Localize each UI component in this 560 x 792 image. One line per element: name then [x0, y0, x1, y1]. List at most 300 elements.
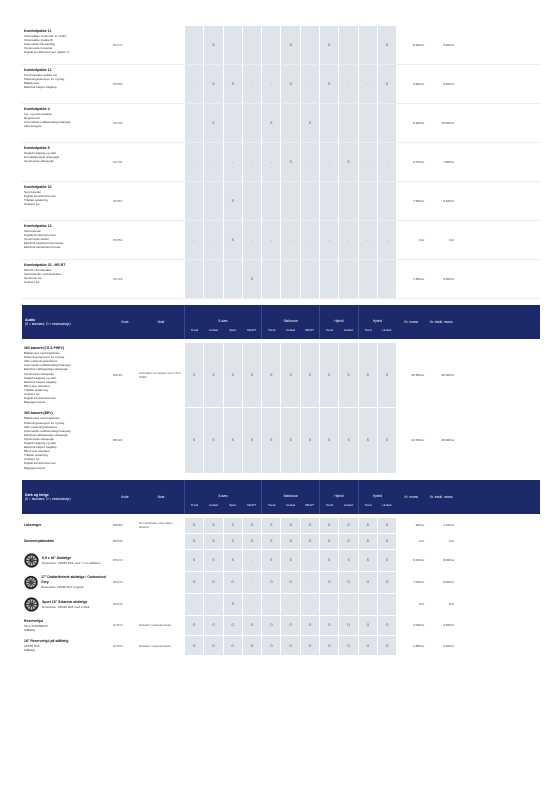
- item-title: 360 kamera (BEV): [24, 411, 53, 416]
- availability-cell: S: [280, 26, 299, 64]
- item-line: Vinterpakke (svarende til +22kr): [24, 34, 67, 39]
- item-description: [22, 260, 112, 298]
- wheel-icon: [24, 553, 39, 568]
- item-line: Elektrisk betjent bagklap: [24, 445, 57, 450]
- wheels-header-sub: (S = standard, O = ekstraudstyr): [25, 496, 71, 501]
- item-line: Digitalt kombiinstrument (pakke 7): [24, 50, 70, 55]
- availability-cell: O: [280, 636, 299, 655]
- item-note: [138, 104, 184, 142]
- item-code: D7DV4: [113, 643, 123, 648]
- availability-cell: S: [203, 408, 222, 472]
- availability-cell: S: [242, 260, 261, 298]
- item-code: B8CZ4: [113, 438, 123, 443]
- item-line: Nøglefri adgang og start: [24, 375, 57, 380]
- price-incl: 0 kr: [419, 539, 425, 544]
- header-subcolumn: Limited: [343, 328, 353, 332]
- table-row: [22, 534, 540, 550]
- availability-cell: O: [338, 636, 357, 655]
- availability-cell: [280, 182, 299, 220]
- availability-cell: O: [280, 572, 299, 593]
- item-line: Bakkamera med trajektorie: [24, 416, 60, 421]
- item-description: [22, 572, 112, 593]
- header-group: [261, 480, 319, 514]
- price-excl: 9 400 kr: [443, 199, 455, 203]
- item-line: Elektrisk indklappelige sidespejle: [24, 432, 68, 437]
- availability-cell: S: [338, 343, 357, 407]
- header-subcolumn: Limited: [343, 502, 353, 507]
- availability-cell: S: [242, 518, 261, 533]
- availability-cell: [223, 104, 242, 142]
- item-note: Erstatter reparationssæt: [139, 643, 172, 648]
- item-line: Elektrisk justerbart førersæde: [24, 241, 64, 246]
- availability-cell: S: [377, 65, 396, 103]
- header-subcolumn: Trend: [364, 328, 372, 332]
- item-line: Opvarmede forsæder: [24, 46, 53, 51]
- item-text: [41, 575, 110, 588]
- price-incl: 1 800 kr: [413, 643, 425, 648]
- availability-cell: -: [319, 221, 338, 259]
- availability-cell: [261, 594, 280, 615]
- item-description: [22, 343, 112, 407]
- item-line: El-indklappelige sidespejle: [24, 155, 60, 160]
- item-title: Komfortpakke 12: [24, 68, 52, 72]
- item-title: Komfortpakke 10: [24, 185, 52, 189]
- table-row: [22, 594, 540, 616]
- item-line: Bakkamera: [24, 81, 40, 86]
- header-group-title: Hybrid: [372, 319, 383, 323]
- item-title: Komfortpakke 4: [24, 107, 50, 111]
- header-group: [319, 480, 358, 514]
- header-subcolumn: Trend: [364, 502, 372, 507]
- header-group-title: Stationcar: [283, 319, 298, 323]
- availability-cell: [280, 260, 299, 298]
- availability-cell: S: [223, 408, 242, 472]
- availability-cell: [319, 182, 338, 220]
- item-line: Digitalt kombiinstrument: [24, 233, 57, 238]
- item-description: [22, 26, 112, 64]
- item-line: Sportssæder: [24, 190, 42, 195]
- price-incl: 7 000 kr: [413, 580, 425, 585]
- item-title: Komfortpakke 11: [24, 29, 52, 33]
- item-line: Ambient lys: [24, 202, 40, 207]
- availability-cell: -: [358, 221, 377, 259]
- availability-cell: [203, 594, 222, 615]
- item-description: [22, 104, 112, 142]
- packages-section: [22, 26, 540, 299]
- availability-cell: S: [377, 408, 396, 472]
- item-description: [22, 594, 112, 615]
- availability-cell: O: [261, 636, 280, 655]
- item-description: [22, 518, 112, 533]
- availability-cell: O: [377, 616, 396, 635]
- availability-cell: S: [358, 518, 377, 533]
- availability-cell: S: [203, 518, 222, 533]
- availability-cell: S: [280, 408, 299, 472]
- item-text: [42, 556, 100, 565]
- item-title: Komfortpakke 13: [24, 224, 52, 228]
- item-description: [22, 534, 112, 549]
- availability-cell: -: [261, 143, 280, 181]
- availability-cell: S: [280, 550, 299, 571]
- item-note: [138, 26, 184, 64]
- header-group-title: Hybrid: [334, 493, 344, 498]
- header-group-title: 5-dørs: [218, 493, 228, 498]
- price-incl: 8 600 kr: [413, 82, 425, 86]
- item-line: Elektrisk betjent bagklap: [24, 379, 57, 384]
- availability-cell: S: [319, 408, 338, 472]
- header-subcolumns: [262, 323, 319, 337]
- availability-cell: S: [300, 408, 319, 472]
- item-line: Parkeringssensorer for og bag: [24, 355, 65, 360]
- item-line: Stålfælg: [24, 648, 36, 653]
- price-excl: 7 900 kr: [443, 160, 455, 164]
- availability-cell: S: [377, 518, 396, 533]
- availability-cell: S: [223, 518, 242, 533]
- availability-cell: -: [242, 572, 261, 593]
- item-line: Blind spot assistent: [24, 383, 50, 388]
- availability-cell: [338, 104, 357, 142]
- availability-cell: S: [377, 550, 396, 571]
- availability-cell: O: [377, 572, 396, 593]
- availability-cell: O: [261, 616, 280, 635]
- wheel-icon: [24, 575, 38, 590]
- availability-cell: -: [358, 65, 377, 103]
- availability-cell: [242, 26, 261, 64]
- item-title: Komfortpakke 5: [24, 146, 50, 150]
- item-text: [24, 411, 110, 469]
- header-subcolumn: Trend: [325, 328, 334, 332]
- availability-cell: O: [300, 616, 319, 635]
- availability-cell: S: [261, 518, 280, 533]
- availability-cell: [223, 260, 242, 298]
- availability-cell: S: [184, 343, 203, 407]
- header-group-title: Stationcar: [283, 493, 298, 498]
- availability-cell: [358, 182, 377, 220]
- availability-cell: S: [223, 221, 242, 259]
- item-line: Opvarmede sidespejle: [24, 371, 54, 376]
- availability-cell: -: [300, 550, 319, 571]
- header-group-title: Hybrid: [334, 319, 344, 323]
- item-text: [24, 639, 68, 652]
- header-group-title: 5-dørs: [218, 319, 228, 323]
- header-subcolumn: Limited: [382, 328, 392, 332]
- table-row: [22, 65, 540, 104]
- availability-cell: -: [242, 550, 261, 571]
- item-note: [138, 572, 184, 593]
- item-code: PA7BG: [113, 82, 123, 86]
- item-line: Blind spot assistent: [24, 449, 50, 454]
- availability-cell: S: [358, 343, 377, 407]
- audio-header: [22, 305, 540, 339]
- price-excl: 9 900 kr: [443, 82, 455, 86]
- item-title: Komfortpakke 23 - MS-RT: [24, 263, 66, 267]
- item-code: D5CV4: [113, 580, 123, 585]
- availability-cell: S: [223, 594, 242, 615]
- availability-cell: [300, 26, 319, 64]
- availability-cell: S: [300, 104, 319, 142]
- availability-cell: [319, 104, 338, 142]
- header-group: [261, 305, 319, 339]
- availability-cell: S: [319, 65, 338, 103]
- item-line: Elektrisk betjent bagklap: [24, 85, 57, 90]
- item-note: Anbefales at vælges med CS & PHEV: [139, 371, 181, 380]
- header-subcolumn: Limited: [286, 502, 296, 507]
- item-title: 360 kamera (CS & PHEV): [24, 346, 64, 350]
- price-incl: 8 700 kr: [413, 160, 425, 164]
- availability-cell: -: [300, 572, 319, 593]
- header-subcolumns: [185, 323, 261, 337]
- header-subcolumn: Limited: [382, 502, 392, 507]
- item-note: Der anbefales vinterdæk i tilbehør: [139, 521, 174, 530]
- item-line: Digitalt kombiinstrument: [24, 461, 57, 466]
- availability-cell: -: [242, 143, 261, 181]
- item-note: [138, 594, 184, 615]
- item-line: 16x4 T125/80R16: [24, 623, 48, 628]
- table-row: [22, 143, 540, 182]
- item-code: B8TKB: [113, 539, 123, 544]
- availability-cell: S: [338, 408, 357, 472]
- price-incl: 24 500 kr: [411, 438, 425, 443]
- availability-cell: S: [338, 143, 357, 181]
- availability-cell: S: [319, 343, 338, 407]
- header-subcolumns: [359, 498, 397, 512]
- audio-section: [22, 343, 540, 474]
- header-subcolumn: MS-RT: [247, 328, 257, 332]
- header-subcolumn: Limited: [209, 502, 219, 507]
- item-code: D7DV4: [113, 623, 123, 628]
- availability-cell: -: [377, 143, 396, 181]
- item-line: Bagagerumsnet: [24, 400, 46, 405]
- availability-cell: S: [242, 408, 261, 472]
- price-excl: 2 200 kr: [443, 643, 455, 648]
- header-subcolumn: Trend: [268, 502, 276, 507]
- price-incl: 6 000 kr: [413, 558, 425, 563]
- availability-cell: -: [300, 65, 319, 103]
- item-line: Vinterpakke (pakke 8): [24, 38, 54, 43]
- item-code: PA7AK: [113, 160, 123, 164]
- availability-cell: O: [223, 572, 242, 593]
- availability-cell: S: [184, 534, 203, 549]
- header-group: [184, 480, 261, 514]
- availability-cell: -: [319, 143, 338, 181]
- table-row: [22, 636, 540, 656]
- table-row: [22, 616, 540, 636]
- item-code: PA7C4: [113, 43, 123, 47]
- availability-cell: S: [184, 550, 203, 571]
- item-line: Sportssæder: [24, 229, 42, 234]
- availability-cell: O: [223, 636, 242, 655]
- item-description: [22, 616, 112, 635]
- item-code: D5CV5: [113, 602, 123, 607]
- price-incl: 0 kr: [419, 238, 425, 242]
- item-line: Elektrisk sædehukommelse: [24, 245, 61, 250]
- price-incl: 7 800 kr: [413, 277, 425, 281]
- item-note: [138, 65, 184, 103]
- availability-cell: S: [358, 408, 377, 472]
- price-excl: 2 500 kr: [443, 623, 455, 628]
- price-incl: 2 000 kr: [413, 623, 425, 628]
- availability-cell: [242, 182, 261, 220]
- price-excl: 3 300 kr: [443, 277, 455, 281]
- availability-cell: [184, 104, 203, 142]
- header-subcolumn: MS-RT: [247, 502, 257, 507]
- availability-cell: S: [280, 65, 299, 103]
- availability-cell: [300, 260, 319, 298]
- item-text: [24, 619, 48, 632]
- availability-cell: [338, 182, 357, 220]
- availability-cell: S: [338, 534, 357, 549]
- availability-cell: S: [280, 343, 299, 407]
- item-note: [138, 534, 184, 549]
- item-line: Komfortpakke (pakke 11): [24, 73, 58, 78]
- table-row: [22, 550, 540, 572]
- header-subcolumns: [320, 323, 358, 337]
- item-code: B8RB0: [113, 523, 123, 528]
- item-title: 16" Reservehjul på stålfælg: [24, 638, 69, 643]
- availability-cell: O: [338, 572, 357, 593]
- availability-cell: [377, 260, 396, 298]
- availability-cell: O: [203, 636, 222, 655]
- item-line: Aktiv parkeringsassistent: [24, 359, 58, 364]
- header-price-excl: Kr. ekskl. moms: [430, 494, 453, 499]
- availability-cell: [261, 260, 280, 298]
- price-incl: 25 500 kr: [411, 373, 425, 378]
- header-code: Kode: [121, 320, 129, 324]
- item-title: Reservehjul: [24, 618, 44, 623]
- availability-cell: O: [358, 572, 377, 593]
- availability-cell: S: [203, 104, 222, 142]
- wheels-header: [22, 480, 540, 514]
- price-excl: 30 000 kr: [441, 438, 455, 443]
- item-line: Parkeringssensorer for og bag: [24, 77, 65, 82]
- item-note: Erstatter reparationssæt: [139, 623, 172, 628]
- item-text: [24, 185, 110, 206]
- item-line: Opvarmede sidespejle: [24, 159, 54, 164]
- availability-cell: [377, 104, 396, 142]
- item-title: 6,5 x 16" Alufælge: [42, 555, 72, 560]
- availability-cell: [358, 104, 377, 142]
- item-text: [24, 68, 110, 89]
- item-code: PA7AS: [113, 277, 123, 281]
- availability-cell: O: [203, 616, 222, 635]
- availability-cell: O: [358, 616, 377, 635]
- availability-cell: S: [280, 143, 299, 181]
- header-subcolumn: MS-RT: [305, 328, 315, 332]
- availability-cell: S: [300, 518, 319, 533]
- availability-cell: -: [223, 143, 242, 181]
- item-line: Bakkamera med trajektorie: [24, 351, 60, 356]
- item-text: [42, 600, 89, 609]
- availability-cell: O: [319, 616, 338, 635]
- item-description: [22, 636, 112, 655]
- item-line: Dimension: 215/55 R16 med 7 mm slidbane: [42, 560, 101, 565]
- item-line: Aktiv parkeringsassistent: [24, 424, 58, 429]
- item-code: D5CV4: [113, 558, 123, 563]
- item-description: [22, 550, 112, 571]
- header-subcolumn: MS-RT: [305, 502, 315, 507]
- item-line: Automatisk nedblændeligt bakspejl: [24, 120, 71, 125]
- availability-cell: S: [261, 343, 280, 407]
- availability-cell: S: [319, 518, 338, 533]
- availability-cell: S: [203, 343, 222, 407]
- header-group: [319, 305, 358, 339]
- availability-cell: O: [242, 636, 261, 655]
- availability-cell: -: [300, 143, 319, 181]
- item-line: Dimension: 225/40 R18 med 2 dæk: [42, 604, 90, 609]
- price-excl: 9 900 kr: [443, 43, 455, 47]
- availability-cell: [184, 594, 203, 615]
- item-line: Trådløs opladning: [24, 198, 48, 203]
- price-excl: 0 kr: [449, 602, 455, 607]
- item-code: PA7AP: [113, 121, 123, 125]
- availability-cell: S: [223, 65, 242, 103]
- availability-cell: S: [377, 343, 396, 407]
- item-line: Trådløs opladning: [24, 387, 48, 392]
- price-incl: 900 kr: [415, 523, 425, 528]
- availability-cell: [338, 594, 357, 615]
- item-line: Parkeringssensorer for og bag: [24, 420, 65, 425]
- item-line: Nøglefri adgang og start: [24, 151, 57, 156]
- availability-cell: S: [377, 26, 396, 64]
- availability-cell: -: [300, 221, 319, 259]
- item-title: Sommerpakkedæk: [24, 538, 55, 543]
- availability-cell: O: [338, 616, 357, 635]
- availability-cell: S: [223, 182, 242, 220]
- price-incl: 0 kr: [419, 602, 425, 607]
- header-subcolumns: [185, 498, 261, 512]
- availability-cell: -: [358, 143, 377, 181]
- item-text: [24, 263, 110, 284]
- header-group: [358, 480, 397, 514]
- availability-cell: [300, 594, 319, 615]
- availability-cell: -: [280, 221, 299, 259]
- item-code: PA7BT: [113, 199, 123, 203]
- price-incl: 6 900 kr: [413, 121, 425, 125]
- availability-cell: S: [338, 550, 357, 571]
- availability-cell: O: [319, 572, 338, 593]
- item-text: [24, 224, 110, 250]
- availability-cell: S: [261, 408, 280, 472]
- availability-cell: [300, 182, 319, 220]
- availability-cell: S: [261, 550, 280, 571]
- item-note: [138, 182, 184, 220]
- item-note: [138, 221, 184, 259]
- header-subcolumn: Trend: [268, 328, 276, 332]
- price-excl: 8 000 kr: [443, 580, 455, 585]
- item-line: Digitalt kombiinstrument: [24, 194, 57, 199]
- availability-cell: S: [358, 534, 377, 549]
- item-text: [24, 346, 110, 404]
- item-description: [22, 143, 112, 181]
- header-code: Kode: [121, 494, 129, 499]
- availability-cell: -: [242, 65, 261, 103]
- item-line: Lys- og udsynspakke: [24, 112, 53, 117]
- header-subcolumn: Limited: [286, 328, 296, 332]
- availability-cell: [223, 26, 242, 64]
- availability-cell: S: [203, 534, 222, 549]
- price-incl: 7 500 kr: [413, 199, 425, 203]
- item-line: Digitalt kombiinstrument: [24, 396, 57, 401]
- availability-cell: S: [280, 518, 299, 533]
- header-group-title: Hybrid: [372, 493, 383, 498]
- price-excl: 0 kr: [449, 238, 455, 242]
- item-line: LED-forlygter: [24, 124, 42, 129]
- item-line: Automatisk nedblændeligt bakspejl: [24, 428, 71, 433]
- availability-cell: S: [338, 518, 357, 533]
- item-note: [138, 143, 184, 181]
- table-row: [22, 572, 540, 594]
- item-title: Sport 18" 5-dørede alufælge: [42, 599, 88, 604]
